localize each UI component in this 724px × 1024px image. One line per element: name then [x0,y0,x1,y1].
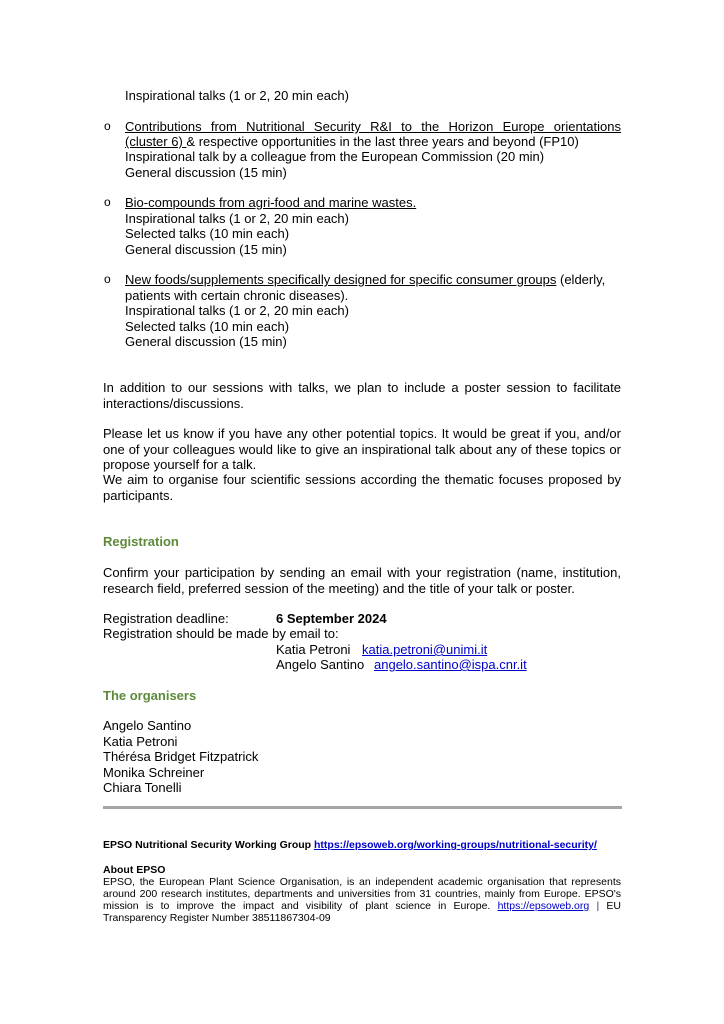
group-url-link[interactable]: https://epsoweb.org/working-groups/nutritional-security/ [314,839,597,851]
organiser-name: Katia Petroni [103,734,178,749]
topic-1-detail: General discussion (15 min) [125,165,287,180]
topic-3-detail: Inspirational talks (1 or 2, 20 min each) [125,303,349,318]
topic-3-title-line2: patients with certain chronic diseases). [125,288,349,303]
topic-2-detail: Selected talks (10 min each) [125,226,290,241]
topic-3-detail: Selected talks (10 min each) [125,319,290,334]
bullet-marker: o [104,195,111,209]
topic-2-title: Bio-compounds from agri-food and marine wastes. [125,195,417,210]
contact-name: Angelo Santino [276,657,365,672]
footer-group-line: EPSO Nutritional Security Working Group https://epsoweb.org/working-groups/nutritional-security/ [103,839,597,851]
topic-1-title: Contributions from Nutritional Security R&I to the Horizon Europe orientations [125,119,621,134]
topic-3-title: New foods/supplements specifically designed for specific consumer groups (elderly, [125,272,606,287]
organiser-name: Angelo Santino [103,718,192,733]
epsoweb-link[interactable]: https://epsoweb.org [497,900,590,912]
bullet-marker: o [104,119,111,133]
bullet-marker: o [104,272,111,286]
contact-email-link[interactable]: angelo.santino@ispa.cnr.it [374,657,527,672]
organiser-name: Thérésa Bridget Fitzpatrick [103,749,259,764]
footer-divider [103,806,622,809]
contact-email-link[interactable]: katia.petroni@unimi.it [362,642,488,657]
topics-paragraph: Please let us know if you have any other potential topics. It would be great if you, and/or one of your colleagues would like to give an inspirational talk about any of these topics or propose yourself for a talk. [103,426,621,472]
topic-1-title-cont: (cluster 6) & respective opportunities in the last three years and beyond (FP10) [125,134,579,149]
organiser-name: Monika Schreiner [103,765,205,780]
registration-confirm-paragraph: Confirm your participation by sending an email with your registration (name, institution, research field, preferred session of the meeting) and the title of your talk or poster. [103,565,621,596]
sessions-paragraph: We aim to organise four scientific sessions according the thematic focuses proposed by participants. [103,472,621,503]
registration-heading: Registration [103,534,179,549]
intro-talk-line: Inspirational talks (1 or 2, 20 min each) [125,88,349,103]
organiser-name: Chiara Tonelli [103,780,182,795]
deadline-value: 6 September 2024 [276,611,387,626]
topic-2-detail: General discussion (15 min) [125,242,287,257]
topic-3-detail: General discussion (15 min) [125,334,287,349]
deadline-label: Registration deadline: [103,611,229,626]
organisers-heading: The organisers [103,688,197,703]
poster-paragraph: In addition to our sessions with talks, we plan to include a poster session to facilitate interactions/discussions. [103,380,621,411]
email-intro: Registration should be made by email to: [103,626,339,641]
contact-name: Katia Petroni [276,642,351,657]
topic-1-detail: Inspirational talk by a colleague from the European Commission (20 min) [125,149,545,164]
topic-2-detail: Inspirational talks (1 or 2, 20 min each) [125,211,349,226]
about-heading: About EPSO [103,864,166,876]
about-paragraph: EPSO, the European Plant Science Organisation, is an independent academic organisation that represents around 200 research institutes, departments and universities from 31 countries, mainly from Europe. EPSO's mission is to improve the impact and visibility of plant science in Europe. https://epsoweb.org | EU Transparency Register Number 38511867304-09 [103,876,622,924]
